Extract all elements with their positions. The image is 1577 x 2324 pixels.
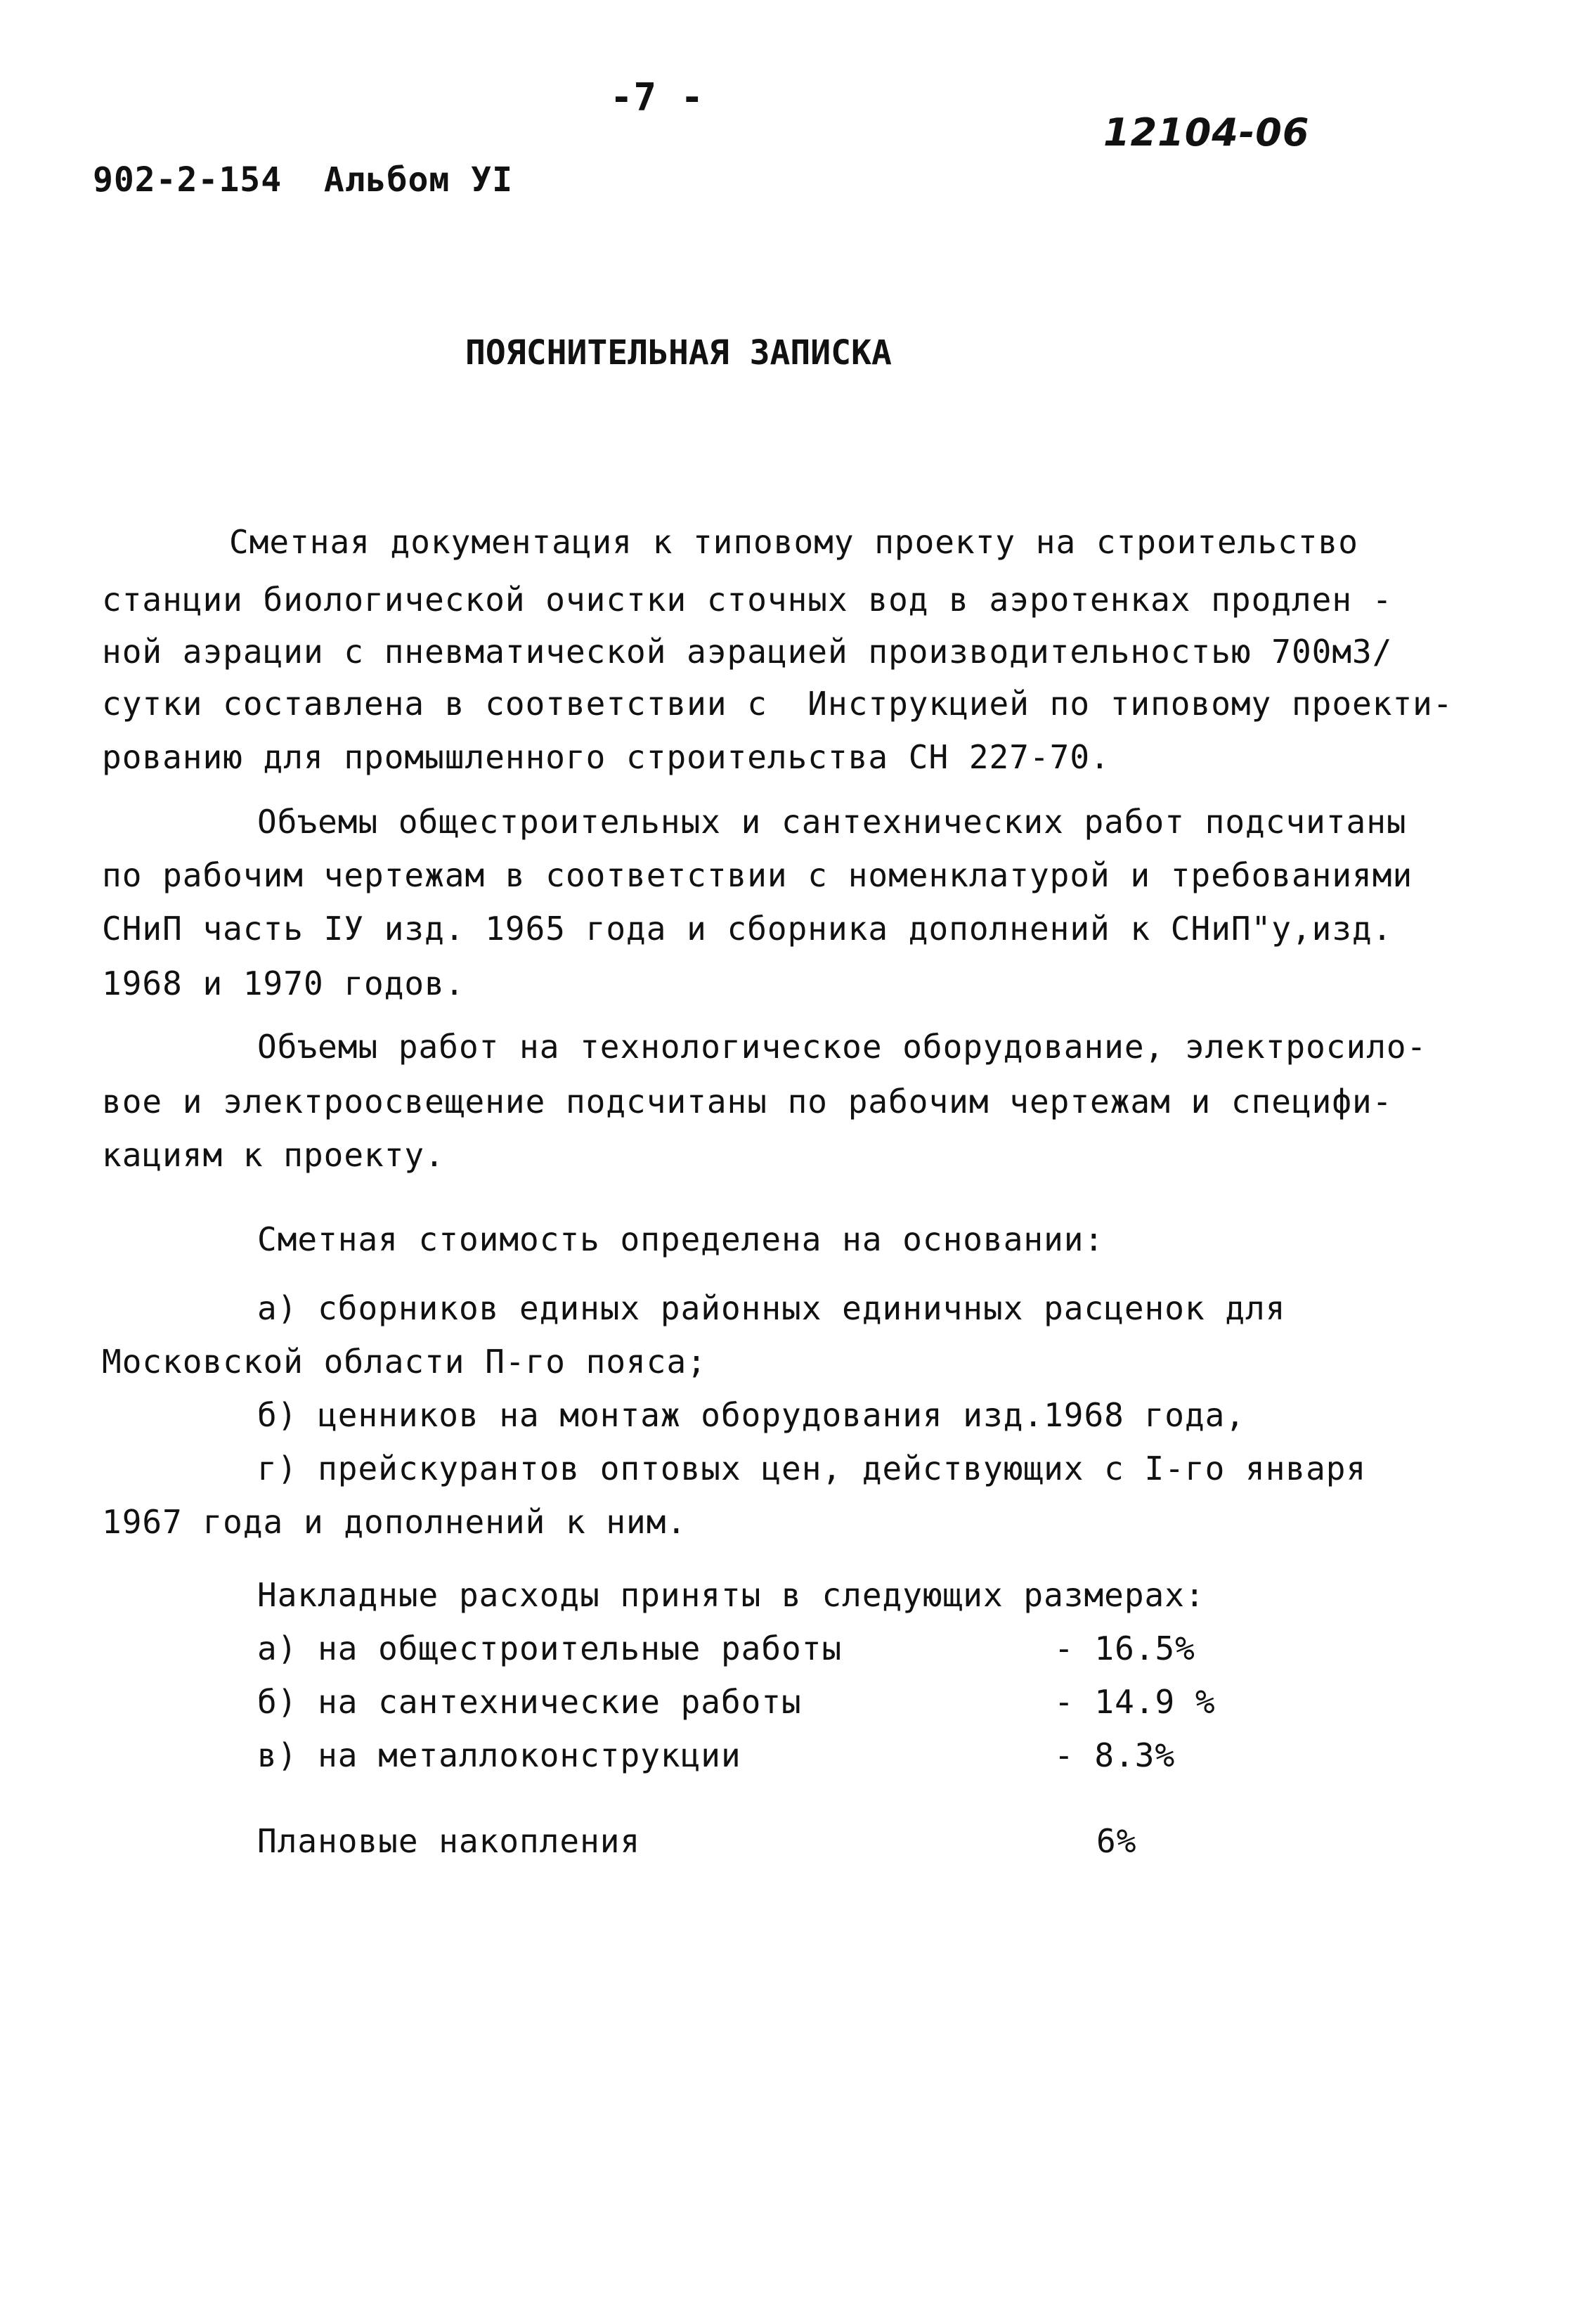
overhead-row-value: - 16.5%: [1054, 1629, 1195, 1667]
overhead-intro: Накладные расходы приняты в следующих размерах:: [257, 1576, 1205, 1614]
page-title: ПОЯСНИТЕЛЬНАЯ ЗАПИСКА: [465, 333, 892, 373]
list-item-g-line: 1967 года и дополнений к ним.: [102, 1503, 687, 1541]
paragraph-3-line: вое и электроосвещение подсчитаны по рабочим чертежам и специфи-: [102, 1083, 1393, 1121]
overhead-row-value: - 8.3%: [1054, 1736, 1176, 1774]
paragraph-1-line: сутки составлена в соответствии с Инструкцией по типовому проекти-: [102, 685, 1453, 723]
paragraph-2-line: 1968 и 1970 годов.: [102, 964, 465, 1002]
document-code: 902-2-154 Альбом УI: [93, 160, 513, 200]
paragraph-3-line: кациям к проекту.: [102, 1136, 445, 1174]
paragraph-1-line: Сметная документация к типовому проекту на строительство: [229, 523, 1358, 561]
overhead-row-value: - 14.9 %: [1054, 1683, 1216, 1721]
overhead-row-label: в) на металлоконструкции: [257, 1736, 741, 1774]
paragraph-4-line: Сметная стоимость определена на основании:: [257, 1220, 1105, 1258]
handwritten-number: 12104-06: [1103, 110, 1310, 155]
paragraph-2-line: по рабочим чертежам в соответствии с номенклатурой и требованиями: [102, 856, 1413, 894]
paragraph-1-line: станции биологической очистки сточных вод в аэротенках продлен -: [102, 581, 1393, 619]
list-item-a-line: Московской области П-го пояса;: [102, 1343, 707, 1381]
paragraph-3-line: Объемы работ на технологическое оборудование, электросило-: [257, 1028, 1427, 1066]
overhead-row-label: а) на общестроительные работы: [257, 1629, 843, 1667]
planned-accumulation-label: Плановые накопления: [257, 1822, 641, 1860]
list-item-g-line: г) прейскурантов оптовых цен, действующих с I-го января: [257, 1450, 1367, 1487]
overhead-row-label: б) на сантехнические работы: [257, 1683, 802, 1721]
paragraph-2-line: СНиП часть IУ изд. 1965 года и сборника дополнений к СНиП"у,изд.: [102, 910, 1393, 948]
list-item-a-line: а) сборников единых районных единичных расценок для: [257, 1289, 1286, 1327]
planned-accumulation-value: 6%: [1096, 1822, 1137, 1860]
list-item-b-line: б) ценников на монтаж оборудования изд.1968 года,: [257, 1396, 1246, 1434]
paragraph-2-line: Объемы общестроительных и сантехнических работ подсчитаны: [257, 803, 1407, 841]
paragraph-1-line: ной аэрации с пневматической аэрацией производительностью 700м3/: [102, 633, 1393, 671]
page-number: -7 -: [610, 75, 705, 120]
paragraph-1-line: рованию для промышленного строительства СН 227-70.: [102, 738, 1110, 776]
